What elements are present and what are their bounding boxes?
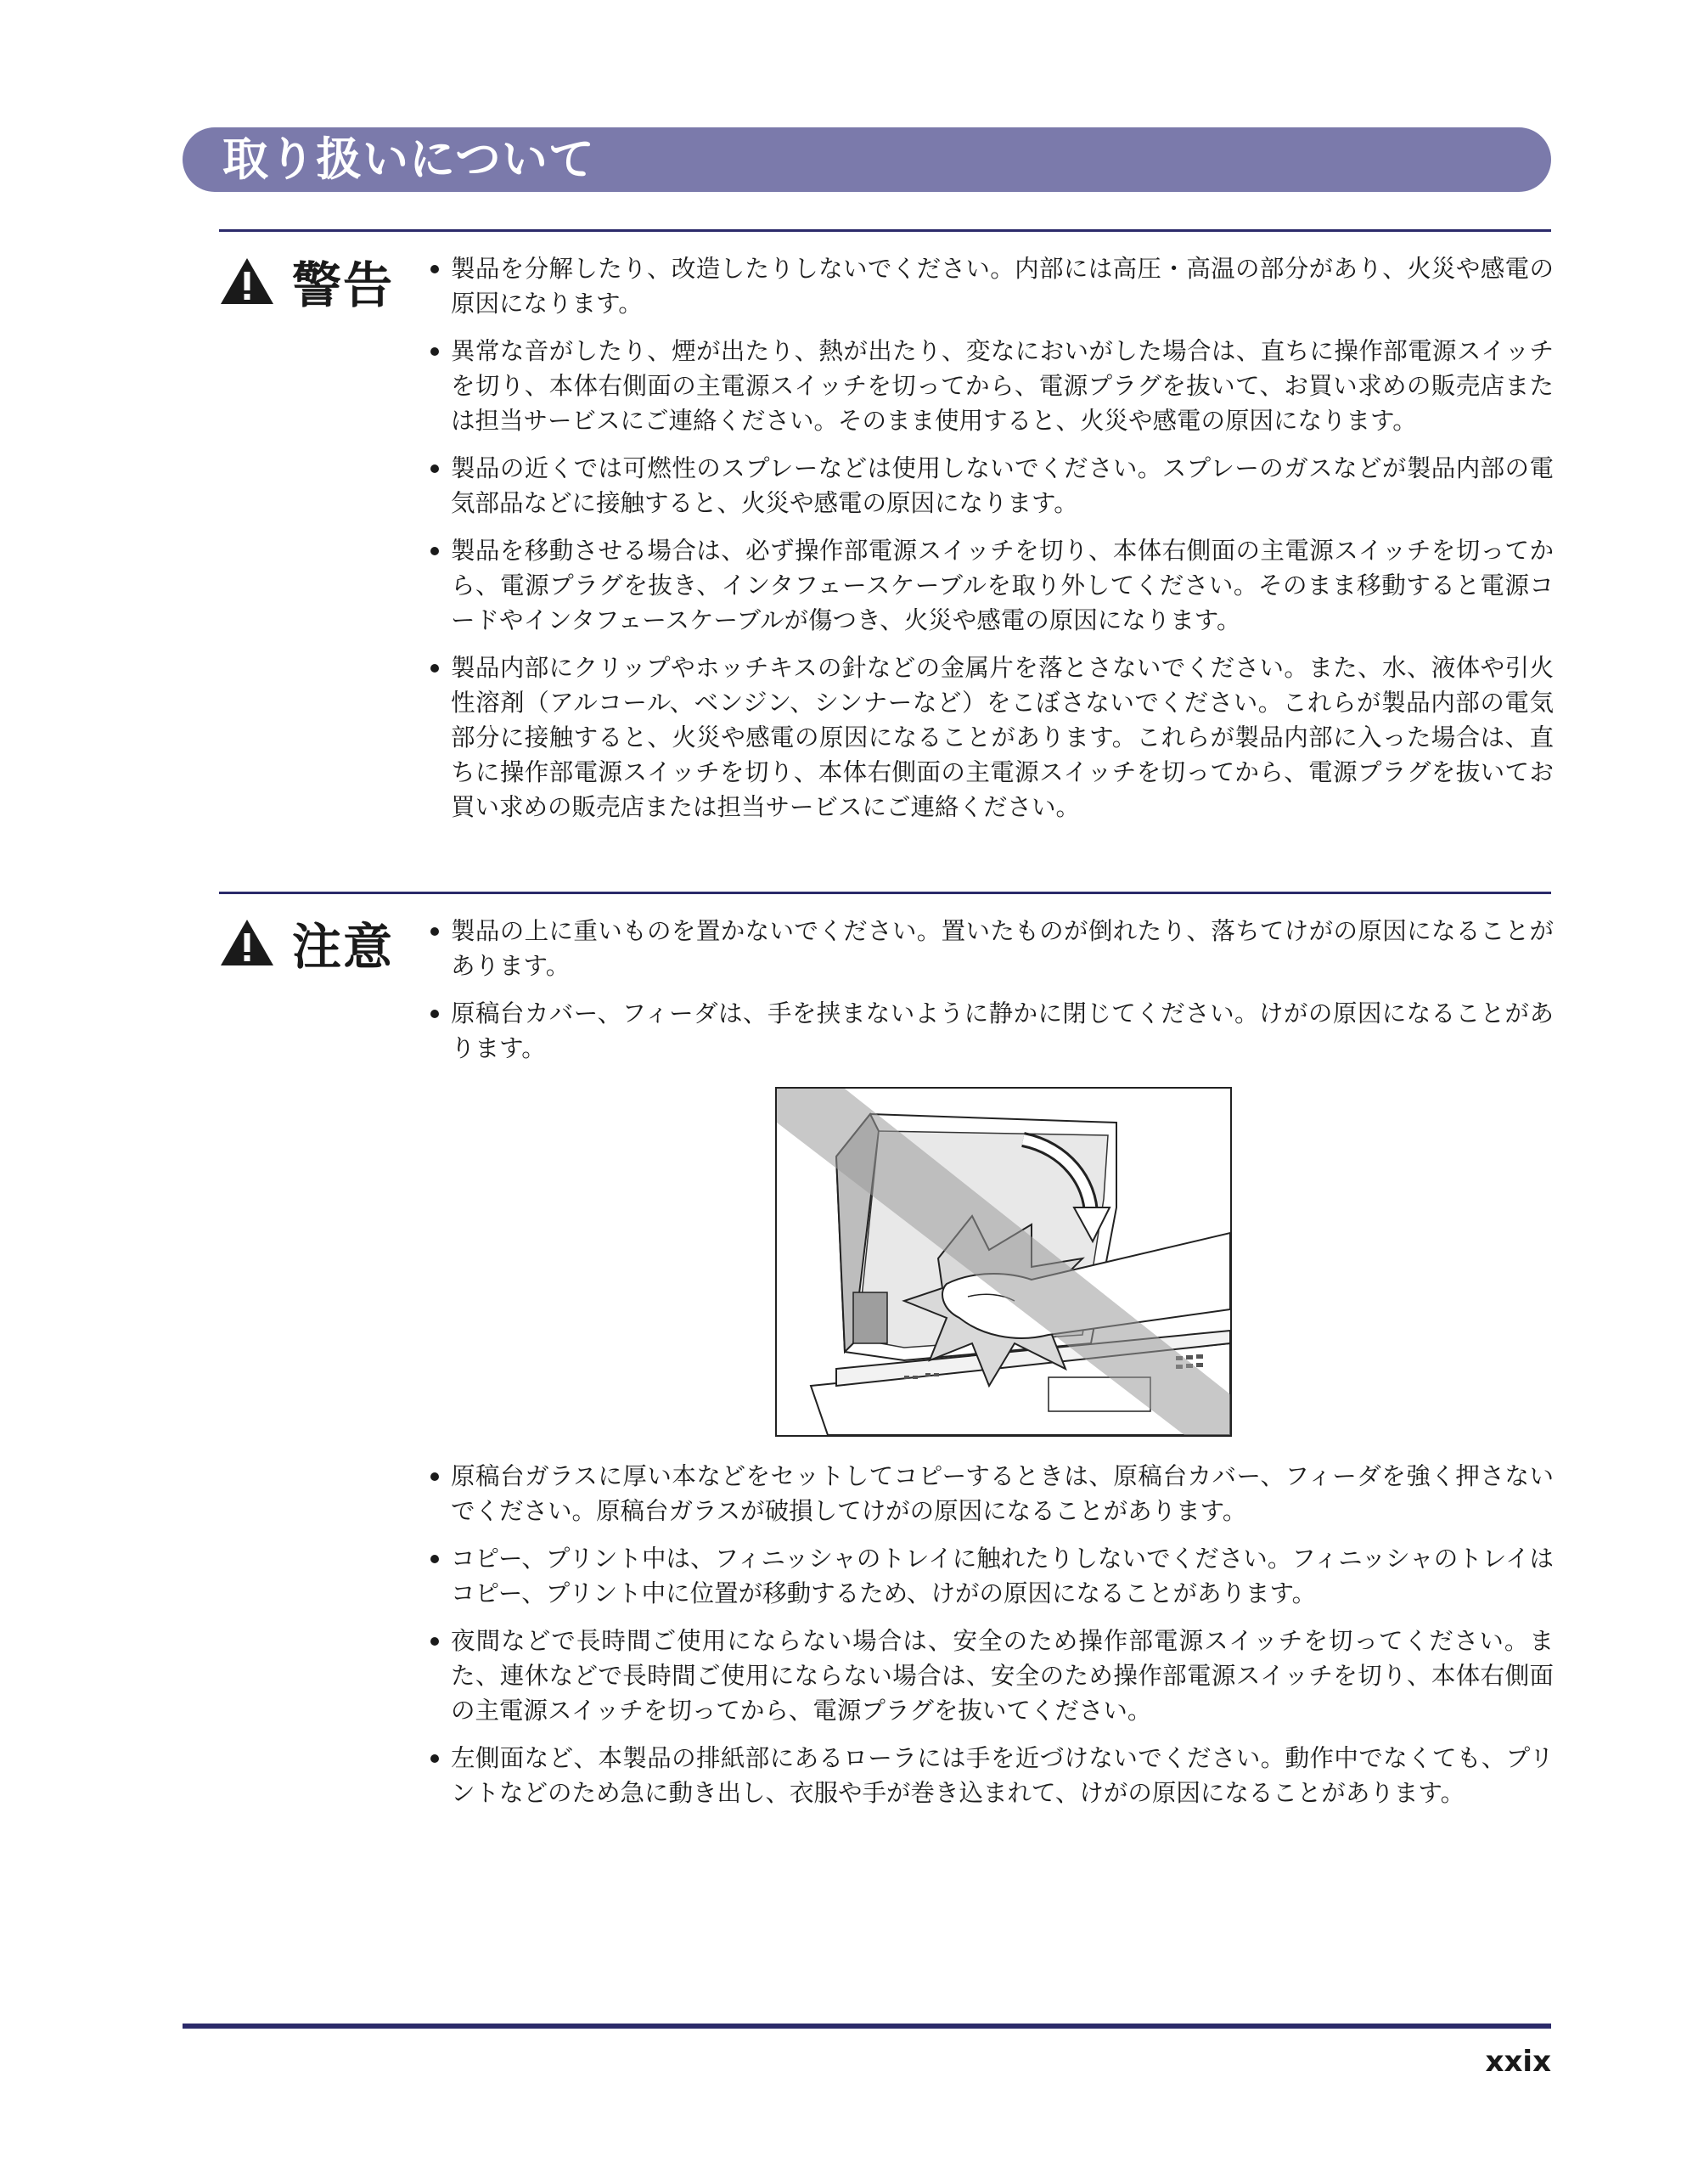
- warning-list: [429, 251, 1554, 837]
- hand-caught-in-feeder-drawing: [777, 1089, 1230, 1435]
- caution-label-text: 注意: [292, 918, 395, 976]
- warning-label-text: 警告: [292, 256, 395, 314]
- list-item: コピー、プリント中は、フィニッシャのトレイに触れたりしないでください。フィニッシャのトレイはコピー、プリント中に位置が移動するため、けがの原因になることがあります。: [429, 1541, 1554, 1611]
- list-item: 原稿台ガラスに厚い本などをセットしてコピーするときは、原稿台カバー、フィーダを強く押さないでください。原稿台ガラスが破損してけがの原因になることがあります。: [429, 1459, 1554, 1528]
- caution-list-top: [429, 914, 1554, 1078]
- warning-triangle-icon: [219, 256, 275, 306]
- footer-divider: [183, 2024, 1551, 2029]
- page-number: xxix: [1485, 2045, 1551, 2079]
- list-item: 製品を移動させる場合は、必ず操作部電源スイッチを切り、本体右側面の主電源スイッチを切ってから、電源プラグを抜き、インタフェースケーブルを取り外してください。そのまま移動すると電源コードやインタフェースケーブルが傷つき、火災や感電の原因になります。: [429, 533, 1554, 638]
- warning-label: [219, 251, 395, 314]
- feeder-closing-illustration: [775, 1087, 1232, 1437]
- page-title: 取り扱いについて: [222, 132, 595, 186]
- list-item: 製品内部にクリップやホッチキスの針などの金属片を落とさないでください。また、水、液体や引火性溶剤（アルコール、ベンジン、シンナーなど）をこぼさないでください。これらが製品内部の電気部分に接触すると、火災や感電の原因になることがあります。これらが製品内部に入った場合は、直ちに操作部電源スイッチを切り、本体右側面の主電源スイッチを切ってから、電源プラグを抜いてお買い求めの販売店または担当サービスにご連絡ください。: [429, 650, 1554, 825]
- list-item: 製品の近くでは可燃性のスプレーなどは使用しないでください。スプレーのガスなどが製品内部の電気部品などに接触すると、火災や感電の原因になります。: [429, 451, 1554, 521]
- list-item: 製品の上に重いものを置かないでください。置いたものが倒れたり、落ちてけがの原因になることがあります。: [429, 914, 1554, 983]
- list-item: 製品を分解したり、改造したりしないでください。内部には高圧・高温の部分があり、火災や感電の原因になります。: [429, 251, 1554, 321]
- list-item: 異常な音がしたり、煙が出たり、熱が出たり、変なにおいがした場合は、直ちに操作部電源スイッチを切り、本体右側面の主電源スイッチを切ってから、電源プラグを抜いて、お買い求めの販売店または担当サービスにご連絡ください。そのまま使用すると、火災や感電の原因になります。: [429, 334, 1554, 438]
- caution-label: [219, 913, 395, 976]
- list-item: 原稿台カバー、フィーダは、手を挟まないように静かに閉じてください。けがの原因になることがあります。: [429, 996, 1554, 1066]
- caution-triangle-icon: [219, 918, 275, 967]
- caution-divider: [219, 892, 1551, 894]
- warning-divider: [219, 229, 1551, 232]
- list-item: 左側面など、本製品の排紙部にあるローラには手を近づけないでください。動作中でなくても、プリントなどのため急に動き出し、衣服や手が巻き込まれて、けがの原因になることがあります。: [429, 1741, 1554, 1810]
- caution-list-bottom: [429, 1459, 1554, 1823]
- list-item: 夜間などで長時間ご使用にならない場合は、安全のため操作部電源スイッチを切ってください。また、連休などで長時間ご使用にならない場合は、安全のため操作部電源スイッチを切り、本体右側面の主電源スイッチを切ってから、電源プラグを抜いてください。: [429, 1624, 1554, 1728]
